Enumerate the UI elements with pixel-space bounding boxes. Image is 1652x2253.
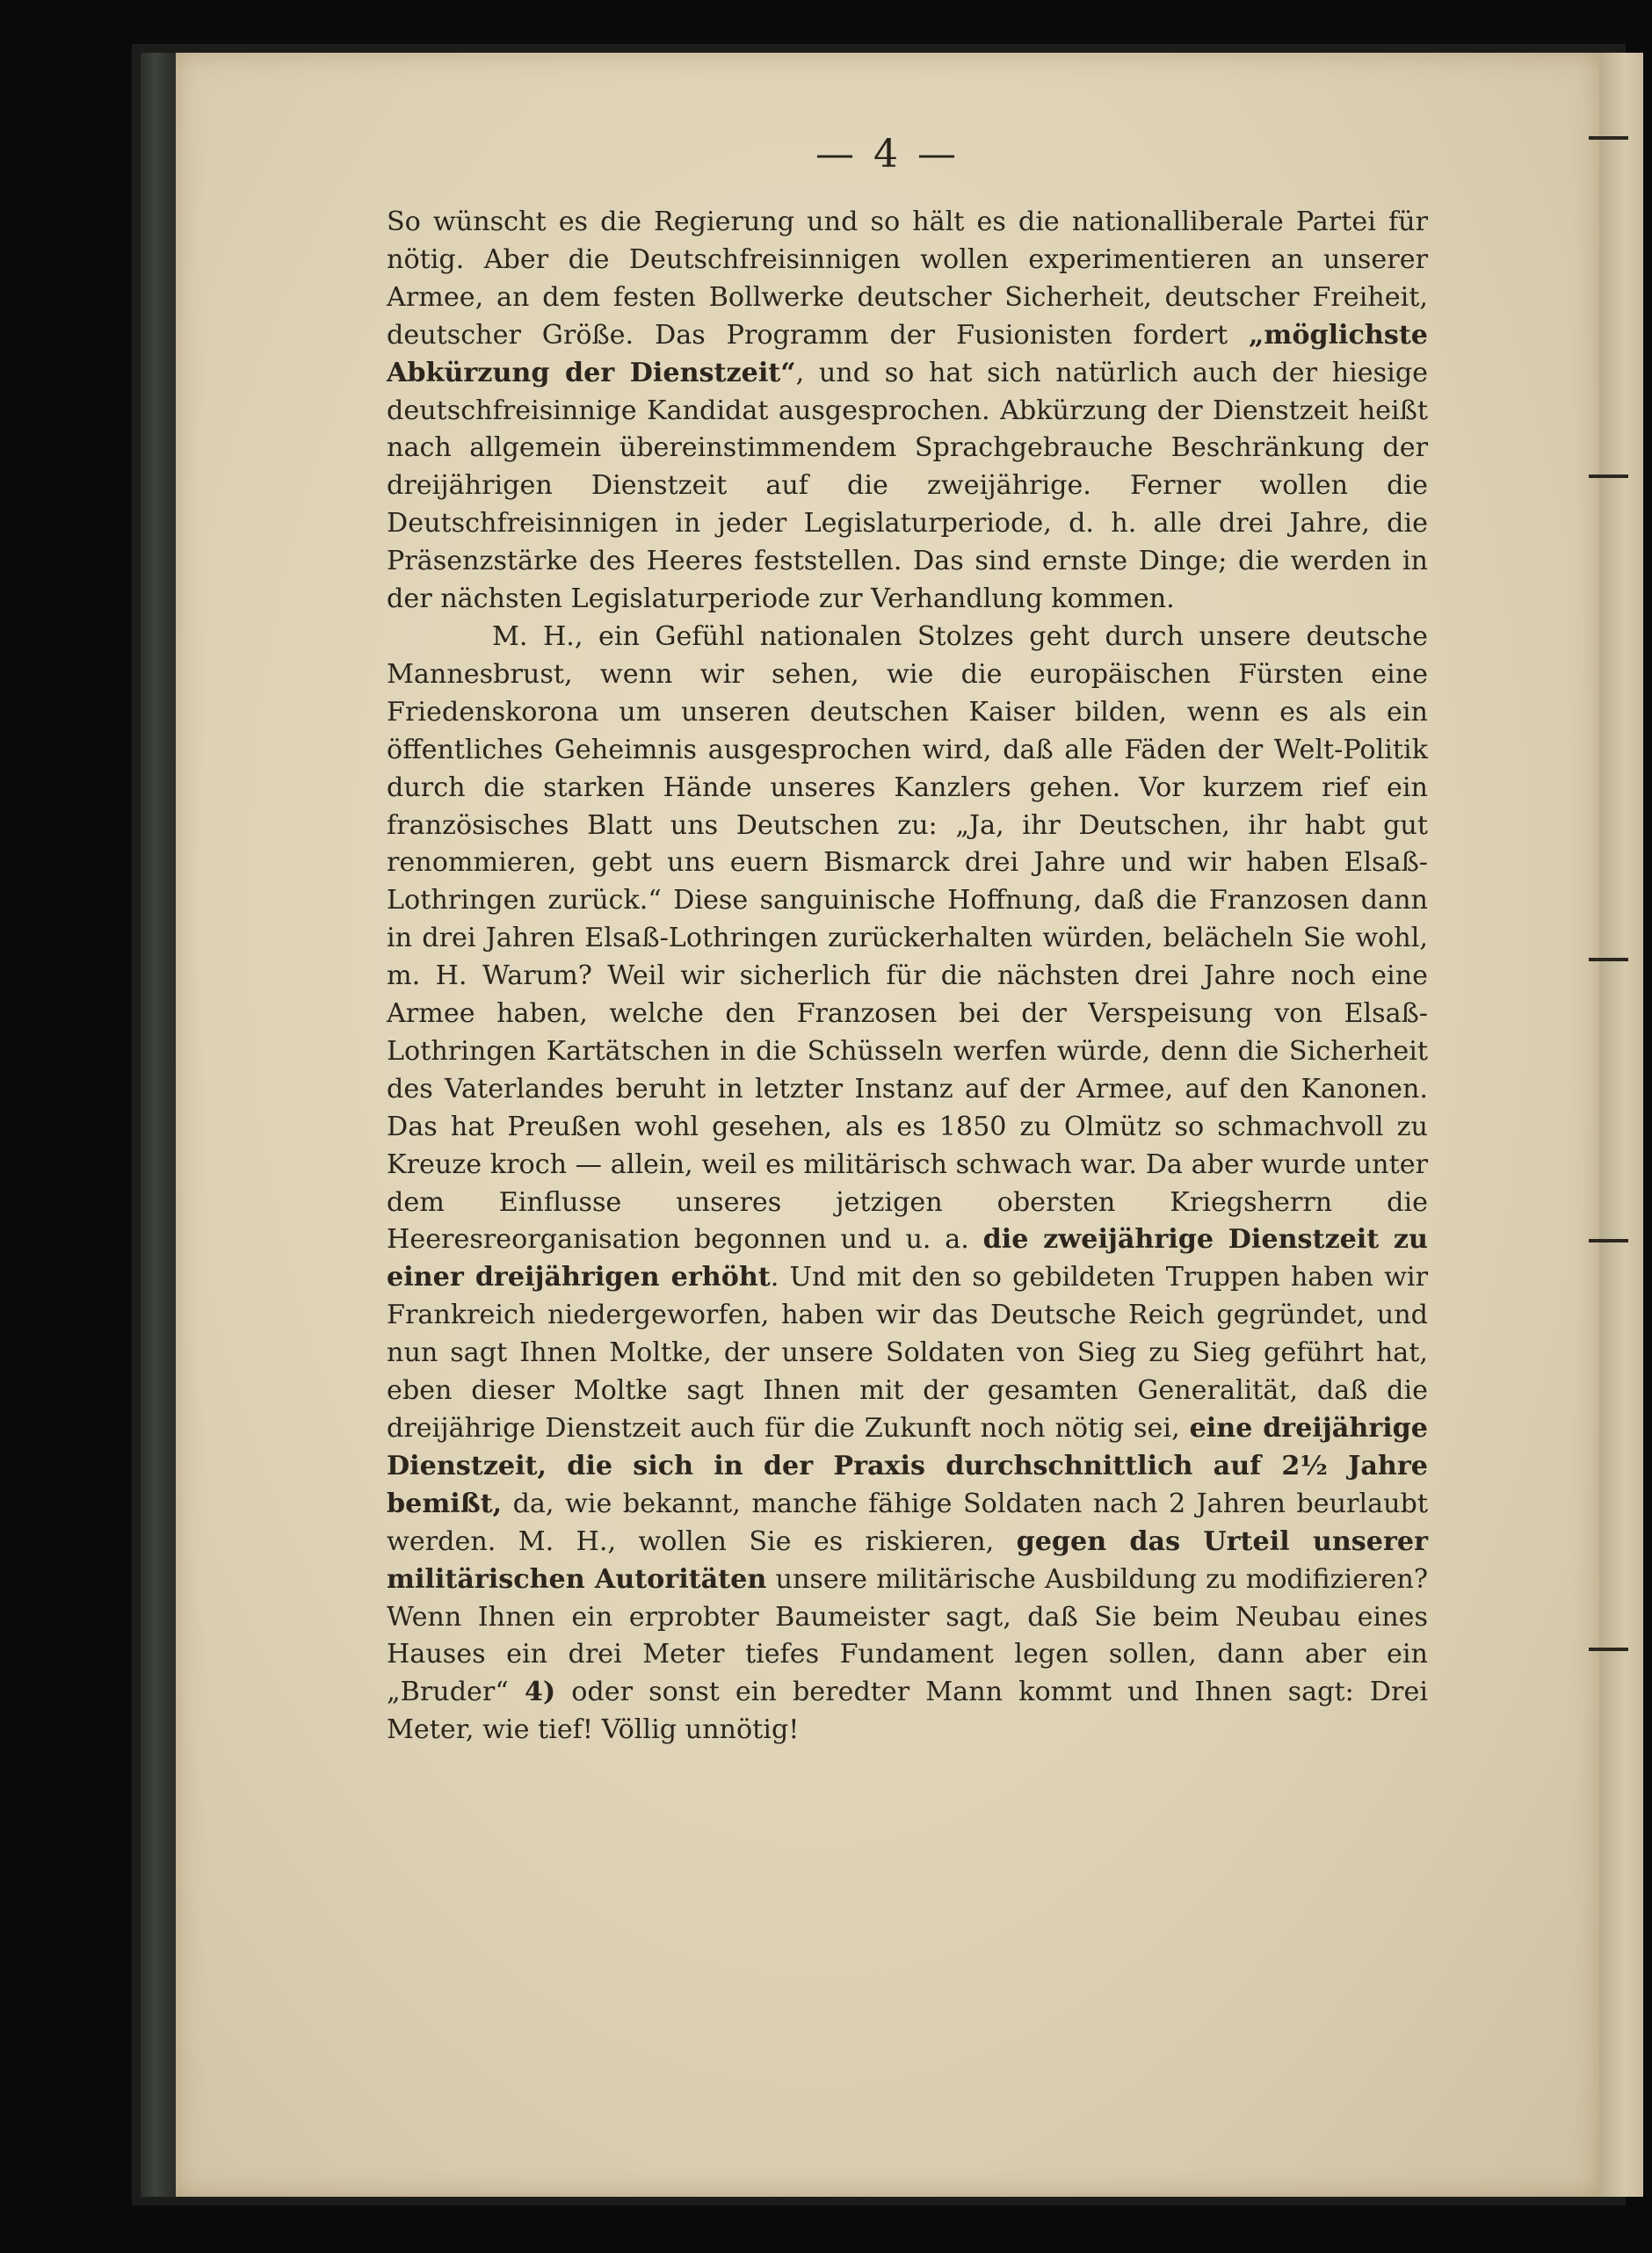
book-binding (141, 53, 176, 2197)
text-run: unsere militärische Ausbildung zu modifizieren? Wenn Ihnen ein erprobter Baumeister sagt, daß Sie beim Neubau eines Hauses ein drei Meter tiefes Fundament legen sollen, dann aber ein „Bruder“ (387, 1563, 1428, 1708)
emphasized-text-run: gegen das Urteil unserer militärischen Autoritäten (387, 1525, 1428, 1595)
page-number: — 4 — (815, 132, 960, 177)
emphasized-text-run: „möglichste Abkürzung der Dienstzeit“ (387, 319, 1428, 388)
page-edge-mark (1589, 958, 1628, 961)
page-edge-mark (1589, 1648, 1628, 1651)
footnote-reference: 4) (524, 1677, 556, 1708)
emphasized-text-run: eine dreijährige Dienstzeit, die sich in der Praxis durchschnittlich auf 2½ Jahre bemißt, (387, 1413, 1428, 1519)
text-run: . Und mit den so gebildeten Truppen haben wir Frankreich niedergeworfen, haben wir das Deutsche Reich gegründet, und nun sagt Ihnen Moltke, der unsere Soldaten von Sieg zu Sieg geführt hat, eben dieser Moltke sagt Ihnen mit der gesamten Generalität, daß die dreijährige Dienstzeit auch für die Zukunft noch nötig sei, (387, 1262, 1428, 1444)
paragraph (387, 204, 1428, 619)
text-run: oder sonst ein beredter Mann kommt und Ihnen sagt: Drei Meter, wie tief! Völlig unnötig! (387, 1677, 1428, 1746)
text-run: So wünscht es die Regierung und so hält es die nationalliberale Partei für nötig. Aber die Deutschfreisinnigen wollen experimentieren an unserer Armee, an dem festen Bollwerke deutscher Sicherheit, deutscher Freiheit, deutscher Größe. Das Programm der Fusionisten fordert (387, 206, 1428, 351)
paragraph (387, 619, 1428, 1750)
emphasized-text-run: die zweijährige Dienstzeit zu einer dreijährigen erhöht (387, 1224, 1428, 1293)
text-run: M. H., ein Gefühl nationalen Stolzes geht durch unsere deutsche Mannesbrust, wenn wir sehen, wie die europäischen Fürsten eine Friedenskorona um unseren deutschen Kaiser bilden, wenn es als ein öffentliches Geheimnis ausgesprochen wird, daß alle Fäden der Welt-Politik durch die starken Hände unseres Kanzlers gehen. Vor kurzem rief ein französisches Blatt uns Deutschen zu: „Ja, ihr Deutschen, ihr habt gut renommieren, gebt uns euern Bismarck drei Jahre und wir haben Elsaß-Lothringen zurück.“ Diese sanguinische Hoffnung, daß die Franzosen dann in drei Jahren Elsaß-Lothringen zurückerhalten würden, belächeln Sie wohl, m. H. Warum? Weil wir sicherlich für die nächsten drei Jahre noch eine Armee haben, welche den Franzosen bei der Verspeisung von Elsaß-Lothringen Kartätschen in die Schüsseln werfen würde, denn die Sicherheit des Vaterlandes beruht in letzter Instanz auf der Armee, auf den Kanonen. Das hat Preußen wohl gesehen, als es 1850 zu Olmütz so schmachvoll zu Kreuze kroch — allein, weil es militärisch schwach war. Da aber wurde unter dem Einflusse unseres jetzigen obersten Kriegsherrn die Heeresreorganisation begonnen und u. a. (387, 620, 1428, 1256)
body-text (387, 204, 1428, 1750)
facing-page-edge (1599, 53, 1643, 2197)
text-run: da, wie bekannt, manche fähige Soldaten nach 2 Jahren beurlaubt werden. M. H., wollen Sie es riskieren, (387, 1488, 1428, 1557)
page-edge-mark (1589, 1239, 1628, 1242)
text-run: , und so hat sich natürlich auch der hiesige deutschfreisinnige Kandidat ausgesprochen. Abkürzung der Dienstzeit heißt nach allgemein übereinstimmendem Sprachgebrauche Beschränkung der dreijährigen Dienstzeit auf die zweijährige. Ferner wollen die Deutschfreisinnigen in jeder Legislaturperiode, d. h. alle drei Jahre, die Präsenzstärke des Heeres feststellen. Das sind ernste Dinge; die werden in der nächsten Legislaturperiode zur Verhandlung kommen. (387, 357, 1429, 615)
page-edge-mark (1589, 475, 1628, 478)
